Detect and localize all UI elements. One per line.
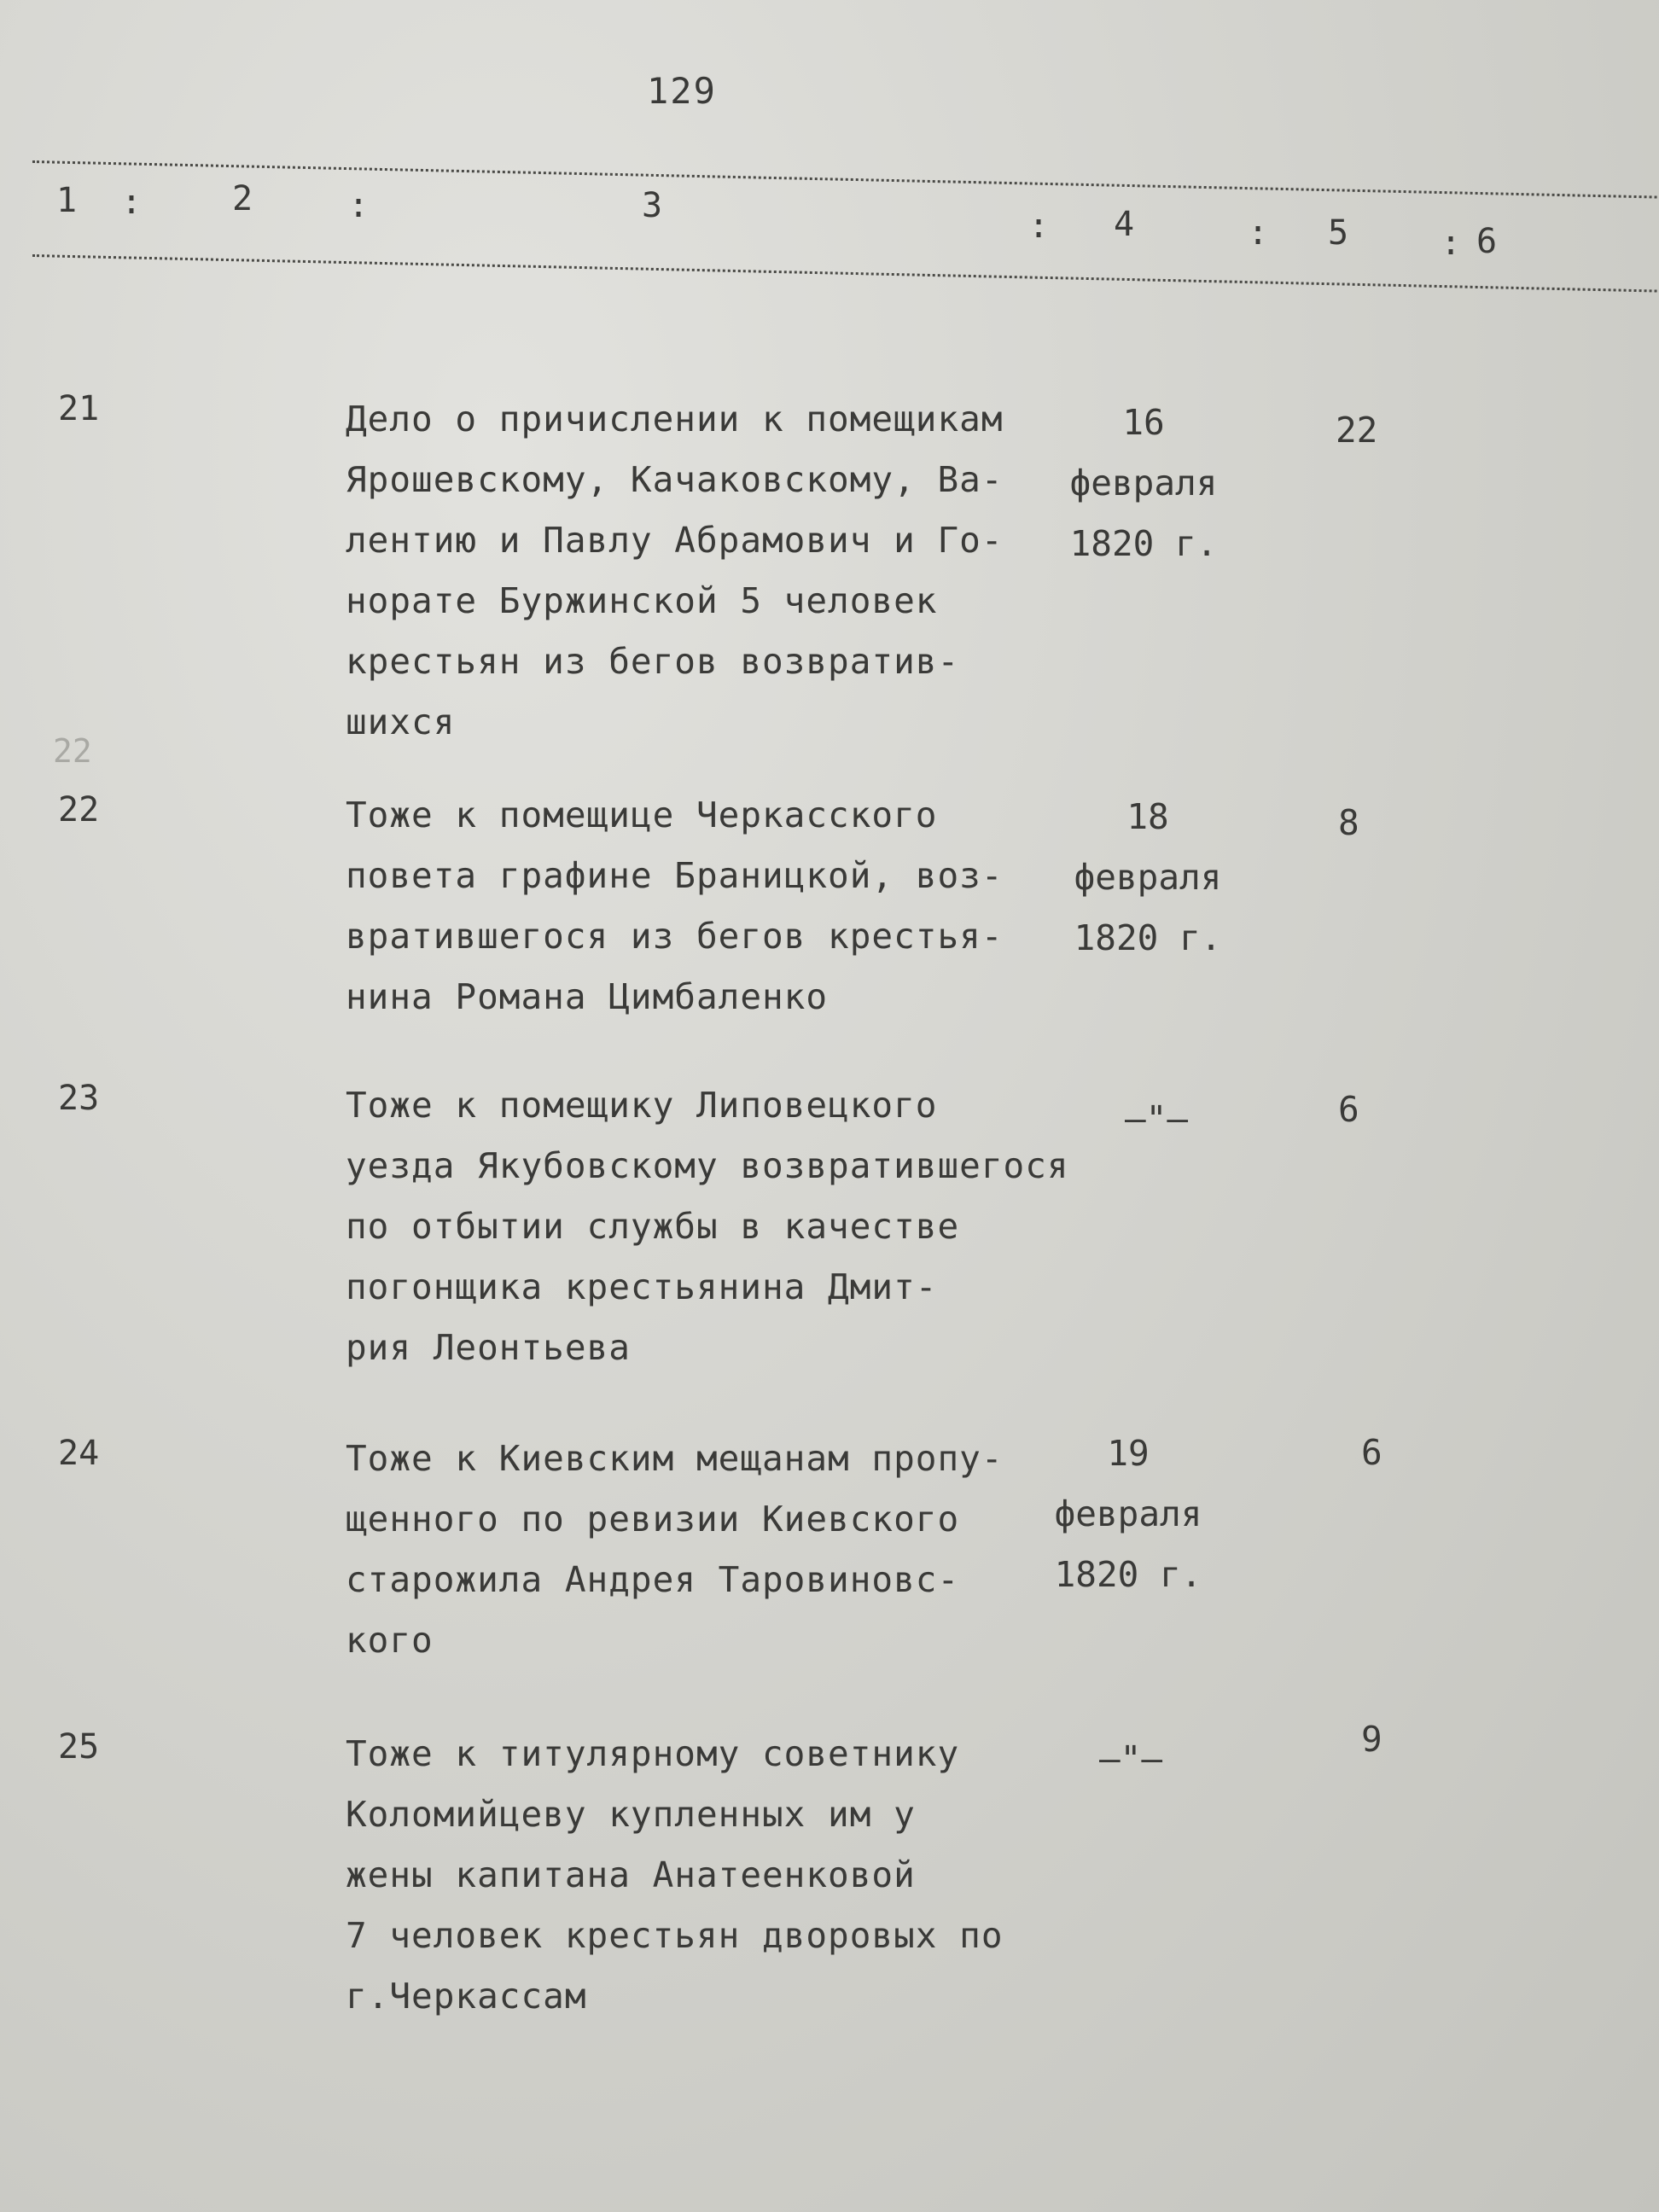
column-separator: :: [121, 183, 143, 222]
entry-count: 8: [1338, 802, 1359, 843]
column-header-2: 2: [232, 179, 253, 218]
entry-description: Тоже к Киевским мещанам пропу- щенного по ревизии Киевского старожила Андрея Таровиновс- кого: [346, 1438, 1004, 1661]
entry-description: Тоже к помещику Липовецкого уезда Якубовскому возвратившегося по отбытии службы в качестве погонщика крестьянина Дмит- рия Леонтьева: [346, 1085, 1069, 1368]
entry-count: 6: [1361, 1432, 1382, 1473]
entry-description: Дело о причислении к помещикам Ярошевскому, Качаковскому, Ва- лентию и Павлу Абрамович и Го- норате Буржинской 5 человек крестьян из бегов возвратив- шихся: [346, 399, 1004, 742]
column-separator: :: [1248, 213, 1269, 253]
entry-number: 21: [58, 389, 100, 428]
entry-count: 22: [1336, 410, 1378, 451]
entry-date: –"–: [1098, 1738, 1163, 1779]
column-header-1: 1: [56, 181, 78, 220]
header-top-rule: [32, 160, 1659, 199]
column-header-6: 6: [1476, 222, 1498, 261]
entry-date: –"–: [1124, 1098, 1189, 1139]
entry-number: 25: [58, 1727, 100, 1767]
column-separator: :: [1028, 207, 1050, 246]
column-header-3: 3: [642, 186, 663, 225]
entry-date: 16 февраля 1820 г.: [1069, 402, 1218, 564]
margin-note: 22: [53, 732, 92, 770]
header-bottom-rule: [32, 254, 1659, 293]
entry-date: 19 февраля 1820 г.: [1054, 1433, 1202, 1595]
entry-description: Тоже к помещице Черкасского повета графине Браницкой, воз- вратившегося из бегов крестья- нина Романа Цимбаленко: [346, 795, 1004, 1017]
column-header-4: 4: [1114, 205, 1135, 244]
entry-number: 22: [58, 790, 100, 830]
entry-count: 9: [1361, 1719, 1382, 1760]
page-number: 129: [647, 70, 717, 112]
entry-number: 23: [58, 1079, 100, 1118]
column-separator: :: [1441, 224, 1462, 263]
column-separator: :: [348, 186, 370, 225]
entry-date: 18 февраля 1820 г.: [1074, 796, 1222, 958]
entry-count: 6: [1338, 1089, 1359, 1130]
entry-description: Тоже к титулярному советнику Коломийцеву купленных им у жены капитана Анатеенковой 7 человек крестьян дворовых по г.Черкассам: [346, 1733, 1004, 2017]
column-header-5: 5: [1328, 213, 1349, 253]
entry-number: 24: [58, 1434, 100, 1473]
